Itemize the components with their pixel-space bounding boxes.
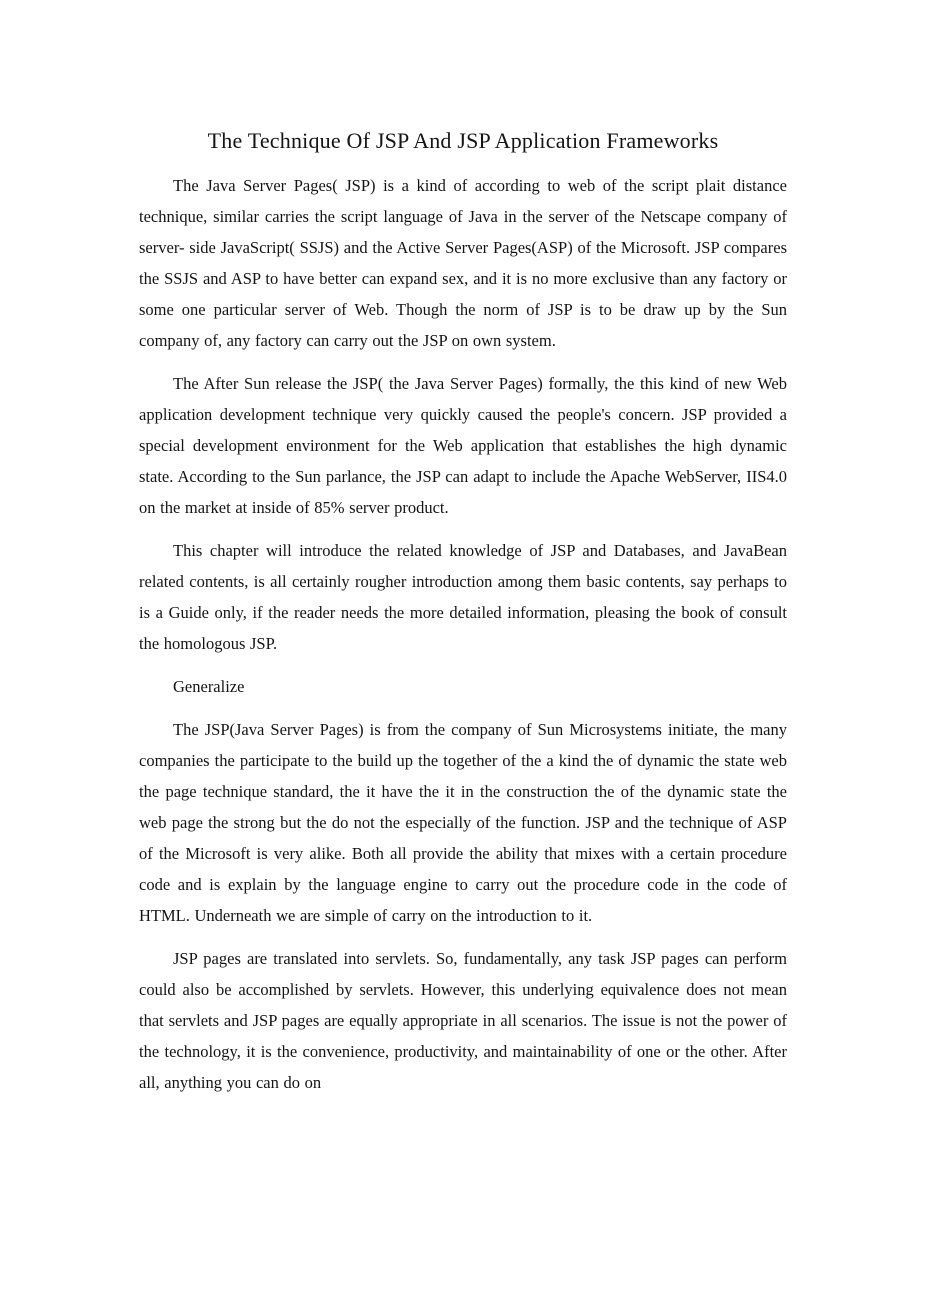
paragraph-chapter-overview: This chapter will introduce the related knowledge of JSP and Databases, and JavaBean related contents, is all certainly rougher introduction among them basic contents, say perhaps to is a Guide only, if the reader needs the more detailed information, pleasing the book of consult the homologous JSP. xyxy=(139,541,787,653)
paragraph-jsp-intro: The Java Server Pages( JSP) is a kind of according to web of the script plait distance technique, similar carries the script language of Java in the server of the Netscape company of server- side JavaScript( SSJS) and the Active Server Pages(ASP) of the Microsoft. JSP compares the SSJS and ASP to have better can expand sex, and it is no more exclusive than any factory or some one particular server of Web. Though the norm of JSP is to be draw up by the Sun company of, any factory can carry out the JSP on own system. xyxy=(139,176,787,350)
section-heading-generalize: Generalize xyxy=(173,677,245,696)
paragraph-servlets-comparison: JSP pages are translated into servlets. So, fundamentally, any task JSP pages can perform could also be accomplished by servlets. However, this underlying equivalence does not mean that servlets and JSP pages are equally appropriate in all scenarios. The issue is not the power of the technology, it is the convenience, productivity, and maintainability of one or the other. After all, anything you can do on xyxy=(139,949,787,1092)
paragraph-sun-release: The After Sun release the JSP( the Java Server Pages) formally, the this kind of new Web application development technique very quickly caused the people's concern. JSP provided a special development environment for the Web application that establishes the high dynamic state. According to the Sun parlance, the JSP can adapt to include the Apache WebServer, IIS4.0 on the market at inside of 85% server product. xyxy=(139,374,787,517)
paragraph-generalize-body: The JSP(Java Server Pages) is from the company of Sun Microsystems initiate, the many companies the participate to the build up the together of the a kind the of dynamic the state web the page technique standard, the it have the it in the construction the of the dynamic state the web page the strong but the do not the especially of the function. JSP and the technique of ASP of the Microsoft is very alike. Both all provide the ability that mixes with a certain procedure code and is explain by the language engine to carry out the procedure code in the code of HTML. Underneath we are simple of carry on the introduction to it. xyxy=(139,720,787,925)
document-title: The Technique Of JSP And JSP Application Frameworks xyxy=(207,128,719,153)
